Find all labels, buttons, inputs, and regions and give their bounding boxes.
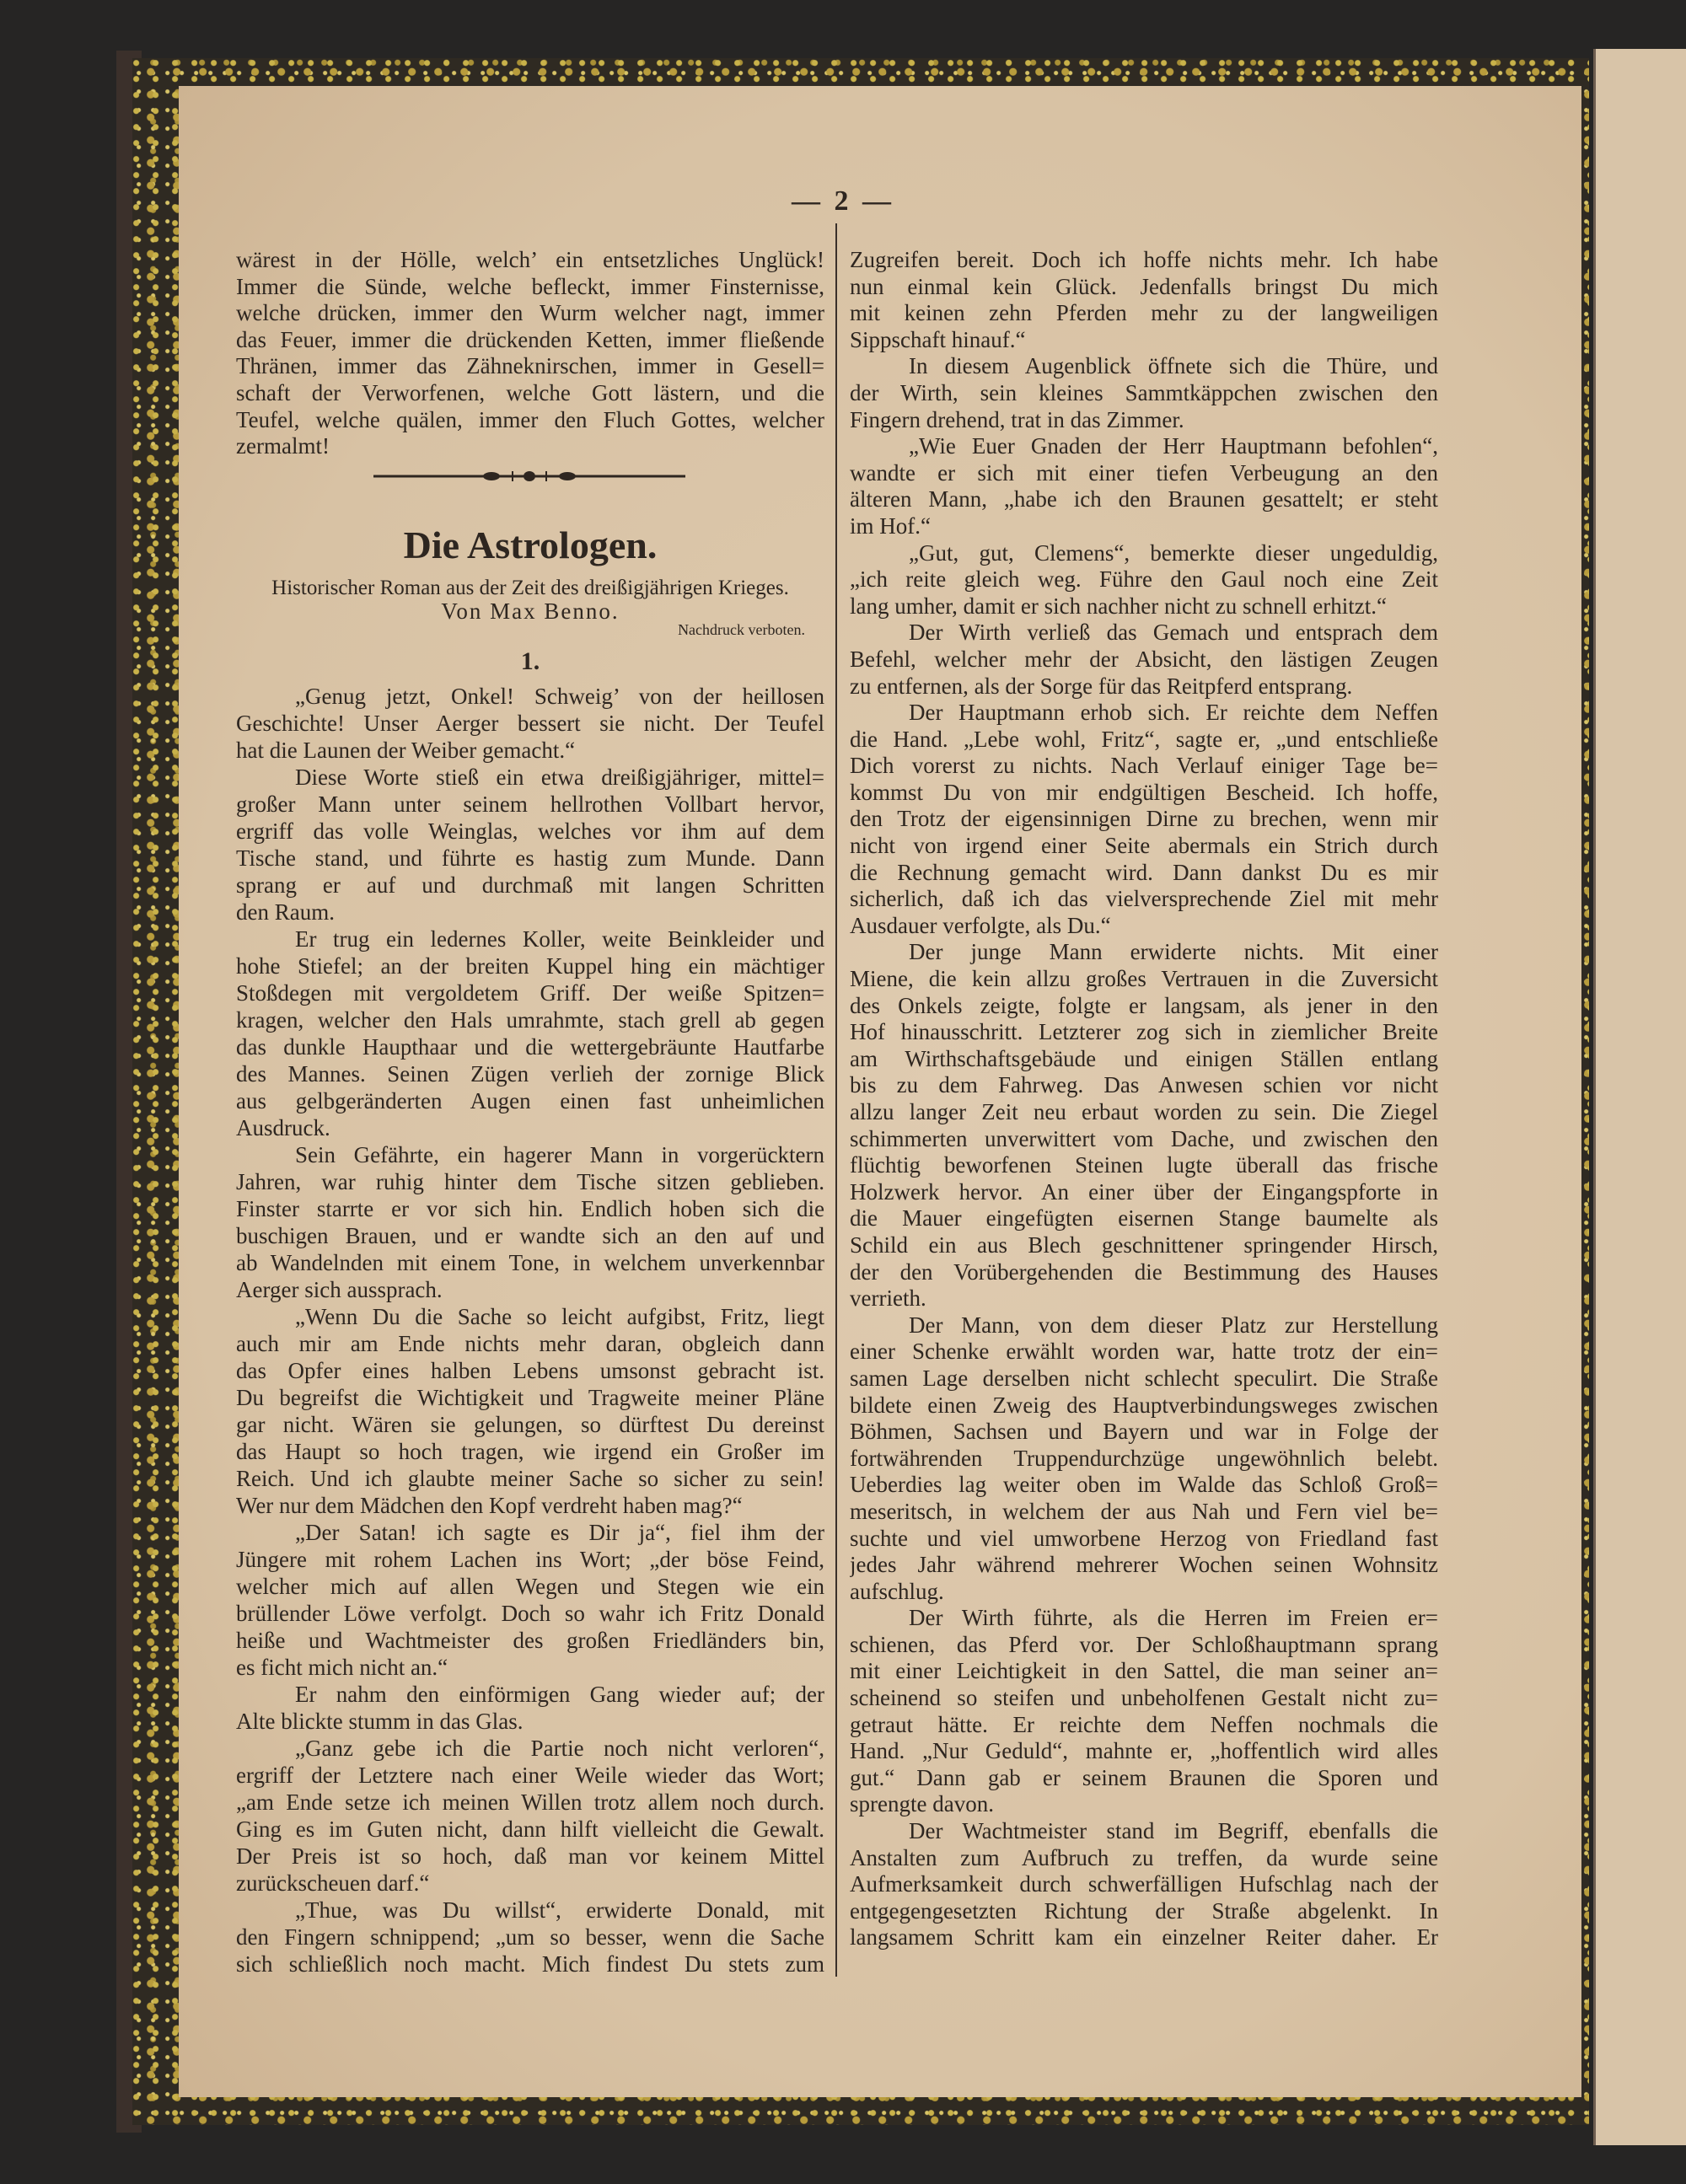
text-line: Jüngere mit rohem Lachen ins Wort; „der böse Feind, — [236, 1547, 824, 1572]
text-line: jedes Jahr während mehrerer Wochen seinen Wohnsitz — [850, 1552, 1438, 1578]
text-line: Diese Worte stieß ein etwa dreißigjähriger, mittel= — [295, 765, 824, 790]
text-line: Der Preis ist so hoch, daß man vor keinem Mittel — [236, 1843, 824, 1869]
story-subtitle: Historischer Roman aus der Zeit des dreißigjährigen Krieges. — [271, 577, 789, 599]
text-line: den Raum. — [236, 899, 335, 925]
left-column-body — [236, 683, 824, 1977]
text-line: lang umher, damit er sich nachher nicht zu schnell erhitzt.“ — [850, 593, 1387, 619]
paragraph — [850, 1818, 1438, 1951]
text-line: hat die Launen der Weiber gemacht.“ — [236, 738, 576, 763]
text-line: die Rechnung gemacht wird. Dann dankst Du es mir — [850, 859, 1438, 885]
text-line: flüchtig beworfenen Steinen lugte überall das frische — [850, 1152, 1438, 1178]
text-line: kragen, welcher den Hals umrahmte, stach grell ab gegen — [236, 1007, 824, 1033]
text-line: einer Schenke erwählt worden war, hatte trotz der ein= — [850, 1339, 1438, 1365]
text-line: am Wirthschaftsgebäude und einigen Ställen entlang — [850, 1045, 1438, 1071]
left-column-top — [236, 247, 824, 460]
text-line: „Der Satan! ich sagte es Dir ja“, fiel ihm der — [295, 1520, 824, 1545]
text-line: die Mauer eingefügten eisernen Stange baumelte als — [850, 1205, 1438, 1232]
story-title: Die Astrologen. — [403, 523, 658, 566]
text-line: bis zu dem Fahrweg. Das Anwesen schien vor nicht — [850, 1072, 1438, 1098]
text-line: Zugreifen bereit. Doch ich hoffe nichts mehr. Ich habe — [850, 247, 1438, 272]
paragraph — [236, 1735, 824, 1897]
text-line: schienen, das Pferd vor. Der Schloßhauptmann sprang — [850, 1631, 1438, 1657]
text-line: der den Vorübergehenden die Bestimmung des Hauses — [850, 1258, 1438, 1285]
text-line: Aerger sich aussprach. — [236, 1277, 443, 1302]
text-line: Reich. Und ich glaubte meiner Sache so sicher zu sein! — [236, 1466, 824, 1491]
text-line: „am Ende setze ich meinen Willen trotz allem noch durch. — [236, 1790, 824, 1815]
text-line: es ficht mich nicht an.“ — [236, 1655, 448, 1680]
paragraph — [850, 353, 1438, 433]
text-line: getraut hätte. Er reichte dem Neffen nochmals die — [850, 1711, 1438, 1737]
text-line: die Hand. „Lebe wohl, Fritz“, sagte er, „und entschließe — [850, 726, 1438, 752]
paragraph — [236, 926, 824, 1141]
text-line: nun einmal kein Glück. Jedenfalls bringst Du mich — [850, 273, 1438, 299]
text-line: Alte blickte stumm in das Glas. — [236, 1709, 524, 1734]
text-line: Der Wachtmeister stand im Begriff, ebenfalls die — [909, 1818, 1438, 1844]
text-line: sprang er auf und durchmaß mit langen Schritten — [236, 872, 824, 898]
reprint-notice: Nachdruck verboten. — [678, 621, 805, 638]
text-line: Der Hauptmann erhob sich. Er reichte dem Neffen — [909, 700, 1438, 726]
text-line: Dich vorerst zu nichts. Nach Verlauf einiger Tage be= — [850, 753, 1438, 779]
text-line: schimmerten unverwittert vom Dache, und zwischen den — [850, 1125, 1438, 1151]
text-line: Holzwerk hervor. An einer über der Eingangspforte in — [850, 1178, 1438, 1205]
text-line: Stoßdegen mit vergoldetem Griff. Der weiße Spitzen= — [236, 980, 824, 1006]
text-line: Böhmen, Sachsen und Bayern und war in Folge der — [850, 1419, 1438, 1445]
text-line: zermalmt! — [236, 433, 330, 459]
next-page-edge — [1593, 49, 1686, 2145]
text-line: im Hof.“ — [850, 512, 931, 539]
text-line: allzu langer Zeit neu erbaut worden zu sein. Die Ziegel — [850, 1099, 1438, 1124]
text-line: der Wirth, sein kleines Sammtkäppchen zwischen den — [850, 379, 1438, 405]
paragraph — [236, 1141, 824, 1303]
paragraph — [850, 620, 1438, 700]
paragraph — [850, 1605, 1438, 1818]
text-line: welche drücken, immer den Wurm welcher nagt, immer — [236, 300, 824, 326]
paragraph — [850, 1312, 1438, 1606]
text-line: wärest in der Hölle, welch’ ein entsetzliches Unglück! — [236, 247, 824, 272]
text-line: Ausdruck. — [236, 1115, 330, 1140]
text-line: welcher mich auf allen Wegen und Stegen wie ein — [236, 1574, 824, 1599]
text-line: Anstalten zum Aufbruch zu treffen, da wurde seine — [850, 1844, 1438, 1870]
text-line: Sein Gefährte, ein hagerer Mann in vorgerücktern — [295, 1142, 824, 1167]
text-line: „ich reite gleich weg. Führe den Gaul noch eine Zeit — [850, 566, 1438, 593]
text-line: Jahren, war ruhig hinter dem Tische sitzen geblieben. — [236, 1169, 824, 1194]
text-line: meseritsch, in welchem der aus Nah und Fern viel be= — [850, 1498, 1438, 1524]
paragraph — [236, 247, 824, 460]
paragraph — [236, 1897, 824, 1977]
text-line: Hof hinausschritt. Letzterer zog sich in ziemlicher Breite — [850, 1019, 1438, 1045]
text-line: Du begreifst die Wichtigkeit und Tragweite meiner Pläne — [236, 1385, 824, 1410]
paragraph — [236, 683, 824, 764]
text-line: Befehl, welcher mehr der Absicht, den lästigen Zeugen — [850, 646, 1438, 672]
text-line: Fingern drehend, trat in das Zimmer. — [850, 406, 1184, 432]
text-line: bildete einen Zweig des Hauptverbindungsweges zwischen — [850, 1392, 1438, 1418]
text-line: Thränen, immer das Zähneknirschen, immer in Gesell= — [236, 353, 824, 379]
text-line: Geschichte! Unser Aerger bessert sie nicht. Der Teufel — [236, 711, 824, 736]
text-line: „Gut, gut, Clemens“, bemerkte dieser ungeduldig, — [909, 539, 1438, 566]
text-line: mit einer Leichtigkeit in den Sattel, die man seiner an= — [850, 1658, 1438, 1684]
text-line: „Wie Euer Gnaden der Herr Hauptmann befohlen“, — [909, 433, 1438, 459]
text-line: nicht von irgend einer Seite abermals ein Strich durch — [850, 833, 1438, 859]
text-line: sprengte davon. — [850, 1791, 994, 1817]
ornament-divider — [373, 470, 685, 482]
text-line: scheinend so steifen und unbeholfenen Gestalt nicht zu= — [850, 1685, 1438, 1711]
text-line: mit keinen zehn Pferden mehr zu der langweiligen — [850, 300, 1438, 326]
text-line: das Feuer, immer die drückenden Ketten, immer fließende — [236, 326, 824, 352]
text-line: „Thue, was Du willst“, erwiderte Donald, mit — [295, 1897, 824, 1923]
text-line: das Haupt so hoch tragen, wie irgend ein Großer im — [236, 1439, 824, 1464]
story-author: Von Max Benno. — [441, 598, 620, 624]
text-line: Sippschaft hinauf.“ — [850, 326, 1026, 352]
text-line: Hand. „Nur Geduld“, mahnte er, „hoffentlich wird alles — [850, 1738, 1438, 1764]
text-line: Immer die Sünde, welche befleckt, immer Finsternisse, — [236, 273, 824, 299]
text-line: ergriff der Letztere nach einer Weile wieder das Wort; — [236, 1763, 824, 1788]
column-divider — [835, 223, 837, 1977]
text-line: samen Lage derselben nicht schlecht speculirt. Die Straße — [850, 1365, 1438, 1391]
text-line: „Wenn Du die Sache so leicht aufgibst, Fritz, liegt — [295, 1304, 824, 1329]
text-line: Tische stand, und führte es hastig zum Munde. Dann — [236, 845, 824, 871]
text-line: Teufel, welche quälen, immer den Fluch Gottes, welcher — [236, 406, 824, 432]
text-line: das dunkle Haupthaar und die wettergebräunte Hautfarbe — [236, 1034, 824, 1060]
text-line: Er nahm den einförmigen Gang wieder auf; der — [295, 1682, 824, 1707]
text-line: ab Wandelnden mit einem Tone, in welchem unverkennbar — [236, 1250, 824, 1275]
text-line: das Opfer eines halben Lebens umsonst gebracht ist. — [236, 1358, 824, 1383]
text-line: In diesem Augenblick öffnete sich die Thüre, und — [909, 353, 1438, 379]
text-line: Er trug ein ledernes Koller, weite Beinkleider und — [295, 926, 824, 952]
text-line: gar nicht. Wären sie gelungen, so dürftest Du dereinst — [236, 1412, 824, 1437]
text-line: gut.“ Dann gab er seinem Braunen die Sporen und — [850, 1764, 1438, 1790]
text-line: des Onkels zeigte, folgte er langsam, als jener in den — [850, 992, 1438, 1018]
text-line: Der Wirth führte, als die Herren im Freien er= — [909, 1605, 1438, 1631]
page-number: — 2 — — [792, 185, 894, 217]
text-line: Der junge Mann erwiderte nichts. Mit einer — [909, 939, 1438, 965]
text-line: großer Mann unter seinem hellrothen Vollbart hervor, — [236, 791, 824, 817]
paragraph — [236, 1303, 824, 1519]
text-line: zu entfernen, als der Sorge für das Reitpferd entsprang. — [850, 673, 1353, 699]
text-line: Ausdauer verfolgte, als Du.“ — [850, 912, 1111, 938]
text-line: buschigen Brauen, und er wandte sich an den auf und — [236, 1223, 824, 1248]
text-line: Miene, die kein allzu großes Vertrauen in die Zuversicht — [850, 966, 1438, 992]
paragraph — [236, 764, 824, 926]
text-line: auch mir am Ende nichts mehr daran, obgleich dann — [236, 1331, 824, 1356]
text-line: Schild ein aus Blech geschnittener springender Hirsch, — [850, 1232, 1438, 1258]
text-line: schaft der Verworfenen, welche Gott lästern, und die — [236, 379, 824, 405]
text-line: zurückscheuen darf.“ — [236, 1870, 430, 1896]
text-line: sich schließlich noch macht. Mich findest Du stets zum — [236, 1951, 824, 1977]
text-line: Ueberdies lag weiter oben im Walde das Schloß Groß= — [850, 1472, 1438, 1498]
text-line: den Trotz der eigensinnigen Dirne zu brechen, wenn mir — [850, 806, 1438, 832]
text-line: suchte und viel umworbene Herzog von Friedland fast — [850, 1525, 1438, 1551]
text-line: kommst Du von mir endgültigen Bescheid. Ich hoffe, — [850, 779, 1438, 805]
text-line: „Genug jetzt, Onkel! Schweig’ von der heillosen — [295, 684, 824, 709]
text-line: „Ganz gebe ich die Partie noch nicht verloren“, — [295, 1736, 824, 1761]
text-line: Finster starrte er vor sich hin. Endlich hoben sich die — [236, 1196, 824, 1221]
paragraph — [850, 433, 1438, 539]
paragraph — [236, 1681, 824, 1735]
text-line: Der Wirth verließ das Gemach und entsprach dem — [909, 620, 1438, 646]
right-column-body — [850, 247, 1438, 1951]
text-line: den Fingern schnippend; „um so besser, wenn die Sache — [236, 1924, 824, 1950]
text-line: ergriff das volle Weinglas, welches vor ihm auf dem — [236, 818, 824, 844]
paragraph — [236, 1519, 824, 1681]
text-line: Wer nur dem Mädchen den Kopf verdreht haben mag?“ — [236, 1493, 743, 1518]
text-line: brüllender Löwe verfolgt. Doch so wahr ich Fritz Donald — [236, 1601, 824, 1626]
text-line: wandte er sich mit einer tiefen Verbeugung an den — [850, 459, 1438, 486]
text-line: langsamem Schritt kam ein einzelner Reiter daher. Er — [850, 1924, 1438, 1951]
text-line: aufschlug. — [850, 1578, 944, 1604]
text-line: entgegengesetzten Richtung der Straße abgelenkt. In — [850, 1897, 1438, 1924]
text-line: Der Mann, von dem dieser Platz zur Herstellung — [909, 1312, 1438, 1338]
paragraph — [850, 247, 1438, 353]
chapter-number: 1. — [520, 647, 540, 675]
text-line: sicherlich, daß ich das vielversprechende Ziel mit mehr — [850, 886, 1438, 912]
text-line: Aufmerksamkeit durch schwerfälligen Hufschlag nach der — [850, 1871, 1438, 1897]
text-line: fortwährenden Truppendurchzüge ungewöhnlich belebt. — [850, 1445, 1438, 1471]
text-line: verrieth. — [850, 1285, 926, 1312]
text-line: des Mannes. Seinen Zügen verlieh der zornige Blick — [236, 1061, 824, 1087]
paragraph — [850, 540, 1438, 620]
text-line: aus gelbgeränderten Augen einen fast unheimlichen — [236, 1088, 824, 1113]
text-line: heiße und Wachtmeister des großen Friedländers bin, — [236, 1628, 824, 1653]
paragraph — [850, 700, 1438, 939]
text-line: Ging es im Guten nicht, dann hilft vielleicht die Gewalt. — [236, 1816, 824, 1842]
paragraph — [850, 939, 1438, 1312]
text-line: hohe Stiefel; an der breiten Kuppel hing ein mächtiger — [236, 953, 824, 979]
text-line: älteren Mann, „habe ich den Braunen gesattelt; er steht — [850, 486, 1438, 512]
